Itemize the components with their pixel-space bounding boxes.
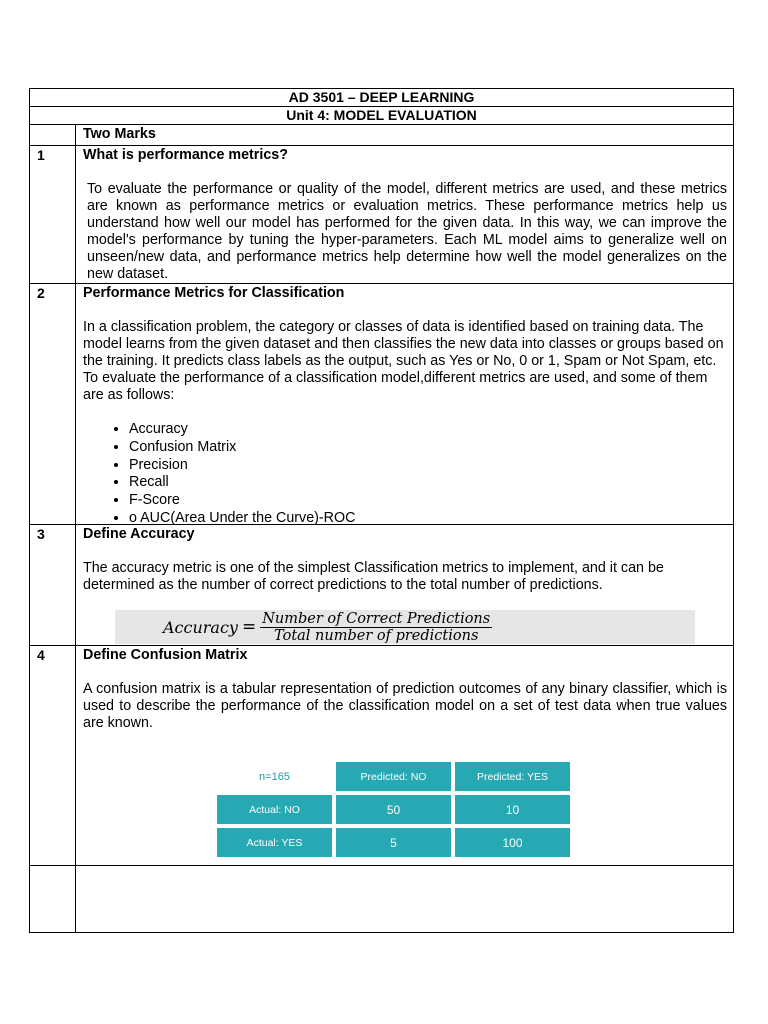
accuracy-formula <box>115 610 695 644</box>
matrix-cell-false-negative: 5 <box>336 828 451 857</box>
question-title: Performance Metrics for Classification <box>83 285 345 301</box>
empty-number-cell <box>30 866 76 932</box>
list-item: • Accuracy <box>129 421 727 439</box>
question-cell <box>76 525 733 645</box>
question-row <box>30 146 733 284</box>
formula-lhs: Accuracy <box>163 617 238 637</box>
question-number: 1 <box>30 146 76 283</box>
empty-row <box>30 866 733 932</box>
list-item: • Recall <box>129 474 727 492</box>
question-number: 2 <box>30 284 76 524</box>
question-cell <box>76 646 733 865</box>
list-item: • Confusion Matrix <box>129 439 727 457</box>
matrix-cell-true-positive: 100 <box>455 828 570 857</box>
course-title-row <box>30 89 733 107</box>
matrix-header-actual-yes: Actual: YES <box>217 828 332 857</box>
formula-fraction <box>260 611 492 644</box>
question-number: 4 <box>30 646 76 865</box>
list-item: • Precision <box>129 457 727 475</box>
matrix-total-label: n=165 <box>259 770 290 783</box>
question-cell <box>76 146 733 283</box>
section-title: Two Marks <box>83 126 156 142</box>
question-title: Define Accuracy <box>83 526 195 542</box>
empty-number-cell <box>30 125 76 145</box>
formula-denominator: Total number of predictions <box>274 627 479 644</box>
question-title: Define Confusion Matrix <box>83 647 248 663</box>
unit-title-row <box>30 107 733 125</box>
question-number: 3 <box>30 525 76 645</box>
formula-numerator: Number of Correct Predictions <box>262 610 491 627</box>
question-cell <box>76 284 733 524</box>
matrix-cell-true-negative: 50 <box>336 795 451 824</box>
metrics-list <box>83 421 727 528</box>
document-table <box>29 88 734 933</box>
question-row <box>30 525 733 646</box>
matrix-header-predicted-no: Predicted: NO <box>336 762 451 791</box>
matrix-header-predicted-yes: Predicted: YES <box>455 762 570 791</box>
matrix-cell-false-positive: 10 <box>455 795 570 824</box>
question-row <box>30 646 733 866</box>
course-title: AD 3501 – DEEP LEARNING <box>288 89 475 105</box>
unit-title: Unit 4: MODEL EVALUATION <box>286 107 477 123</box>
matrix-header-actual-no: Actual: NO <box>217 795 332 824</box>
section-row <box>30 125 733 146</box>
answer-text: To evaluate the performance or quality of the model, different metrics are used, and these metrics are known as performance metrics or evaluation metrics. These performance metrics help us understand how well our model has performed for the given data. In this way, we can improve the model's performance by tuning the hyper-parameters. Each ML model aims to generalize well on unseen/new data, and performance metrics help determine how well the model generalizes on the new dataset. <box>87 181 727 282</box>
answer-text: In a classification problem, the category or classes of data is identified based on training data. The model learns from the given dataset and then classifies the new data into classes or groups based on the training. It predicts class labels as the output, such as Yes or No, 0 or 1, Spam or Not Spam, etc. To evaluate the performance of a classification model,different metrics are used, and some of them are as follows: <box>83 319 724 403</box>
list-item: • o AUC(Area Under the Curve)-ROC <box>129 510 727 528</box>
empty-content-cell <box>76 866 733 932</box>
answer-text: The accuracy metric is one of the simplest Classification metrics to implement, and it can be determined as the number of correct predictions to the total number of predictions. <box>83 560 664 593</box>
answer-text: A confusion matrix is a tabular representation of prediction outcomes of any binary classifier, which is used to describe the performance of the classification model on a set of test data when true values are known. <box>83 681 727 731</box>
question-title: What is performance metrics? <box>83 147 288 163</box>
list-item: • F-Score <box>129 492 727 510</box>
formula-equals: = <box>241 616 257 637</box>
confusion-matrix <box>217 762 727 857</box>
question-row <box>30 284 733 525</box>
